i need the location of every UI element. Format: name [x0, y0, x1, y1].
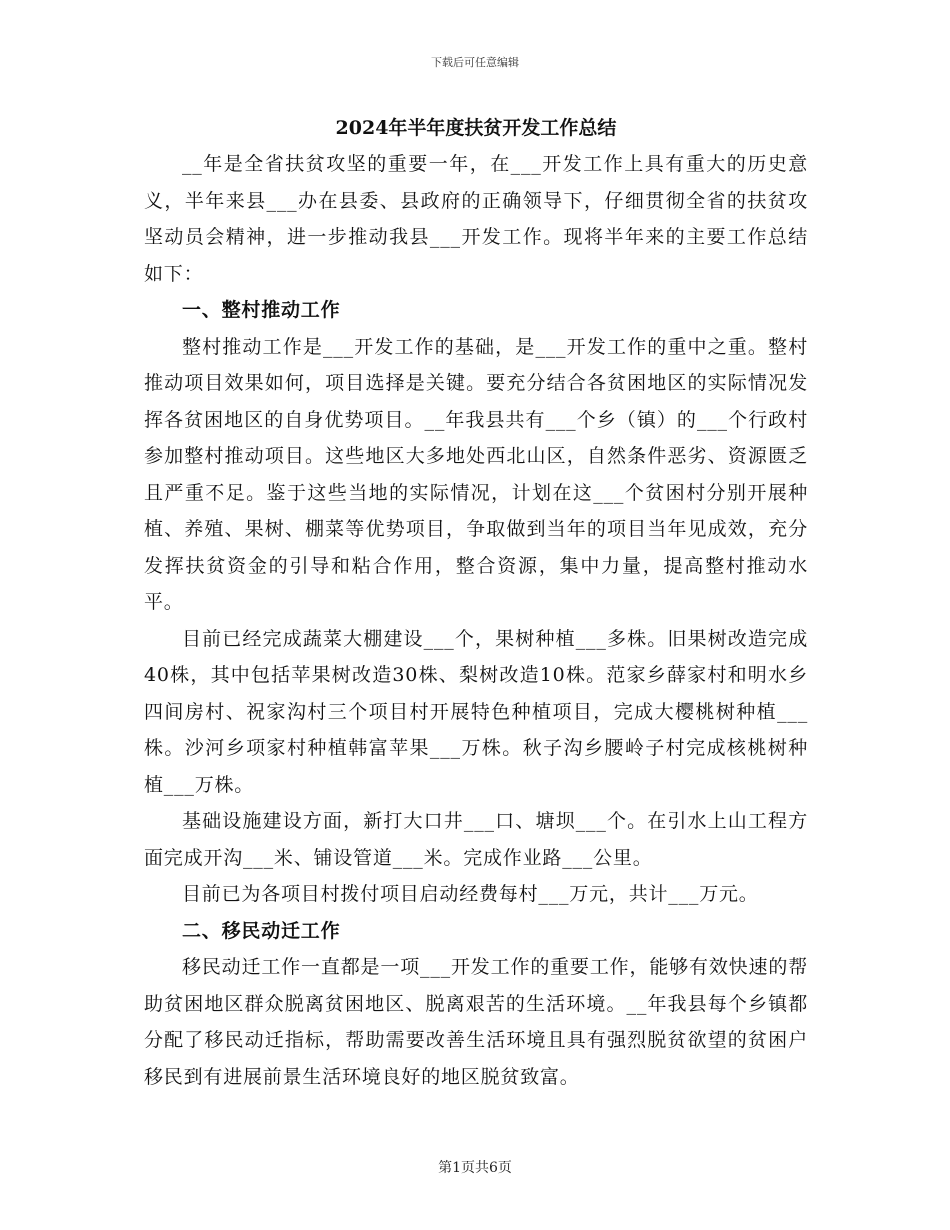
header-note: 下载后可任意编辑	[431, 56, 519, 69]
document-title: 2024年半年度扶贫开发工作总结	[335, 117, 617, 139]
section1-paragraph-4: 目前已为各项目村拨付项目启动经费每村___万元，共计___万元。	[182, 883, 759, 905]
section1-paragraph-2: 目前已经完成蔬菜大棚建设___个，果树种植___多株。旧果树改造完成40株，其中包括苹果树改造30株、梨树改造10株。范家乡薛家村和明水乡四间房村、祝家沟村三个项目村开展特色种植项目，完成大樱桃树种植___株。沙河乡项家村种植韩富苹果___万株。秋子沟乡腰岭子村完成核桃树种植___万株。	[144, 627, 808, 796]
section1-paragraph-1: 整村推动工作是___开发工作的基础，是___开发工作的重中之重。整村推动项目效果如何，项目选择是关键。要充分结合各贫困地区的实际情况发挥各贫困地区的自身优势项目。__年我县共有___个乡（镇）的___个行政村参加整村推动项目。这些地区大多地处西北山区，自然条件恶劣、资源匮乏且严重不足。鉴于这些当地的实际情况，计划在这___个贫困村分别开展种植、养殖、果树、棚菜等优势项目，争取做到当年的项目当年见成效，充分发挥扶贫资金的引导和粘合作用，整合资源，集中力量，提高整村推动水平。	[144, 335, 808, 613]
section1-paragraph-3: 基础设施建设方面，新打大口井___口、塘坝___个。在引水上山工程方面完成开沟___米、铺设管道___米。完成作业路___公里。	[144, 810, 808, 869]
section-heading-2: 二、移民动迁工作	[182, 919, 341, 942]
intro-paragraph: __年是全省扶贫攻坚的重要一年，在___开发工作上具有重大的历史意义，半年来县___办在县委、县政府的正确领导下，仔细贯彻全省的扶贫攻坚动员会精神，进一步推动我县___开发工作。现将半年来的主要工作总结如下：	[144, 153, 808, 285]
section2-paragraph-1: 移民动迁工作一直都是一项___开发工作的重要工作，能够有效快速的帮助贫困地区群众脱离贫困地区、脱离艰苦的生活环境。__年我县每个乡镇都分配了移民动迁指标，帮助需要改善生活环境且具有强烈脱贫欲望的贫困户移民到有进展前景生活环境良好的地区脱贫致富。	[144, 956, 808, 1088]
document-body	[144, 110, 808, 1095]
section-heading-1: 一、整村推动工作	[182, 299, 341, 321]
page-footer: 第1页共6页	[438, 1160, 512, 1176]
